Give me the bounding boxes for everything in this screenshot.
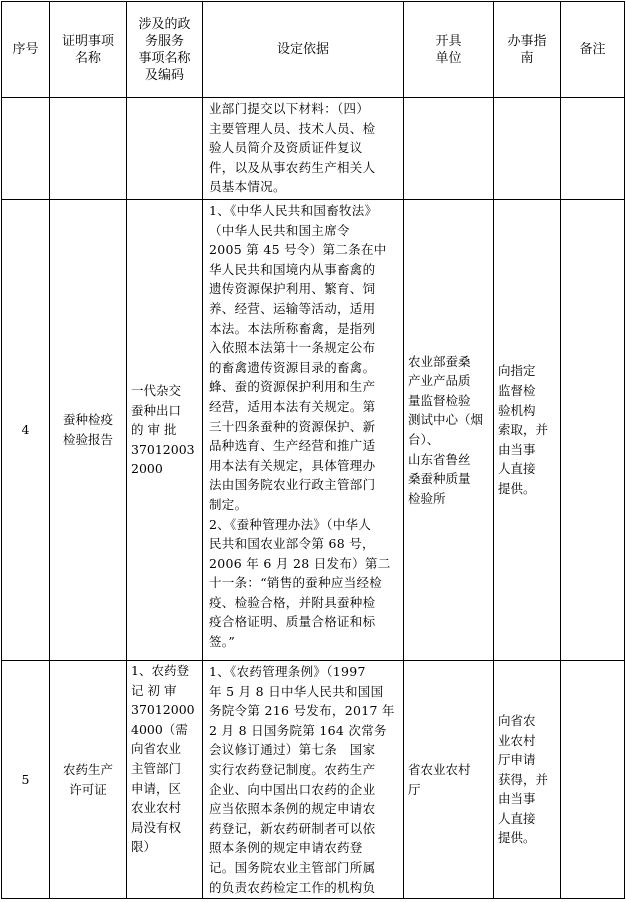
remark-cell: [561, 200, 625, 661]
cell-line: 入依照本法第十一条规定公布: [209, 340, 376, 356]
cell-line: 台）、: [408, 432, 440, 447]
guide-cell: [494, 98, 561, 200]
cell-line: 索取，并: [498, 422, 549, 438]
cell-line: 企业、向中国出口农药的企业: [209, 781, 376, 797]
cell-line: 实行农药登记制度。农药生产: [209, 761, 376, 777]
cell-line: 员基本情况。: [209, 179, 286, 195]
cell-line: 限）: [131, 839, 157, 855]
cell-line: 用本法有关规定，具体管理办: [209, 457, 376, 473]
cell-line: 的负责农药检定工作的机构负: [209, 879, 376, 895]
cell-line: 证明事项: [61, 33, 114, 49]
cell-line: 农业部蚕桑: [408, 353, 471, 369]
service-cell: [127, 661, 203, 899]
cell-line: 1、农药登: [131, 663, 189, 678]
cell-line: 业农村: [498, 732, 536, 748]
cell-line: 名称: [74, 50, 101, 66]
basis-cell: [203, 98, 404, 200]
cell-line: 单位: [435, 50, 462, 66]
cell-line: 桑蚕种质量: [408, 471, 471, 487]
cell-line: 1、《中华人民共和国畜牧法》: [209, 203, 378, 218]
cell-line: 检验报告: [62, 432, 113, 447]
cell-line: 量监督检验: [408, 392, 471, 408]
cell-line: 2、《蚕种管理办法》（中华人: [209, 516, 372, 532]
cell-line: 及编码: [144, 67, 184, 83]
table-row: [2, 98, 625, 200]
cell-line: 农业农村: [131, 800, 182, 816]
cell-line: 测试中心（烟: [408, 412, 484, 428]
cell-line: 1、《农药管理条例》（1997: [209, 664, 366, 679]
basis-cell: [203, 200, 404, 661]
cell-line: 药登记，新农药研制者可以依: [209, 820, 376, 836]
cell-line: 主管部门: [131, 760, 182, 776]
issuer-cell: [404, 98, 494, 200]
cell-line: 由当事: [498, 791, 536, 807]
header-cert-name: [50, 2, 127, 98]
cert-name-cell: [50, 98, 127, 200]
service-cell: [127, 98, 203, 200]
cell-line: 疫、检验合格，并附具蚕种检: [209, 594, 376, 610]
cert-name-cell: [50, 661, 127, 899]
cell-line: 2006 年 6 月 28 日发布）第二: [209, 555, 391, 571]
cell-line: 法由国务院农业行政主管部门: [209, 477, 376, 493]
cell-line: 农药生产: [62, 761, 113, 777]
row-no: [2, 98, 50, 200]
cell-line: 三十四条蚕种的资源保护、新: [209, 418, 376, 434]
cell-line: 2000: [131, 461, 163, 477]
cell-line: 省农业农村: [408, 761, 471, 777]
issuer-cell: [404, 200, 494, 661]
cell-line: 一代杂交: [131, 383, 182, 399]
cell-line: 局没有权: [131, 819, 182, 835]
cell-line: 应当依照本条例的规定申请农: [209, 801, 376, 817]
cell-line: 验人员简介及资质证件复议: [209, 140, 363, 156]
cell-line: 监督检: [498, 383, 536, 399]
cell-line: 验机构: [498, 402, 536, 418]
guide-cell: [494, 661, 561, 899]
cell-line: （中华人民共和国主席令: [209, 222, 350, 238]
cell-line: 获得，并: [498, 771, 549, 787]
guide-cell: [494, 200, 561, 661]
cell-line: 民共和国农业部令第 68 号，: [209, 536, 375, 552]
cell-line: 经营，适用本法有关规定。第: [209, 398, 376, 414]
cell-line: 品种选育、生产经营和推广适: [209, 438, 376, 454]
header-basis: 设定依据: [203, 2, 404, 98]
cell-line: 蜂、蚕的资源保护利用和生产: [209, 379, 376, 395]
cell-line: 务服务: [144, 33, 184, 49]
row-no: 5: [2, 661, 50, 899]
header-remark: 备注: [561, 2, 625, 98]
cell-line: 十一条：“销售的蚕种应当经检: [209, 575, 383, 591]
cell-line: 4000（需: [131, 721, 188, 737]
row-no: 4: [2, 200, 50, 661]
header-no: 序号: [2, 2, 50, 98]
cell-line: 人直接: [498, 461, 536, 477]
cell-line: 37012003: [131, 441, 195, 457]
cell-line: 制定。: [209, 496, 248, 512]
cell-line: 厅申请: [498, 752, 536, 768]
cell-line: 的畜禽遗传资源目录的畜禽。: [209, 359, 376, 375]
cell-line: 厅: [408, 781, 421, 797]
cell-line: 许可证: [69, 781, 107, 797]
cell-line: 提供。: [498, 830, 536, 846]
cell-line: 向省农业: [131, 741, 182, 757]
cell-line: 疫合格证明、质量合格证和标: [209, 614, 376, 630]
cell-line: 养、经营、运输等活动，适用: [209, 300, 376, 316]
cell-line: 向指定: [498, 363, 536, 379]
cell-line: 遗传资源保护利用、繁育、饲: [209, 281, 376, 297]
header-row: [2, 2, 625, 98]
cell-line: 主要管理人员、技术人员、检: [209, 120, 376, 136]
cell-line: 照本条例的规定申请农药登: [209, 840, 363, 856]
header-guide: [494, 2, 561, 98]
cell-line: 山东省鲁丝: [408, 451, 471, 467]
cell-line: 南: [520, 50, 534, 66]
service-cell: [127, 200, 203, 661]
cell-line: 向省农: [498, 712, 536, 728]
issuer-cell: [404, 661, 494, 899]
cell-line: 检验所: [408, 490, 446, 506]
cell-line: 2 月 8 日国务院第 164 次常务: [209, 722, 387, 738]
cell-line: 开具: [435, 33, 462, 49]
basis-cell: [203, 661, 404, 899]
cell-line: 2005 第 45 号令）第二条在中: [209, 242, 387, 258]
remark-cell: [561, 98, 625, 200]
remark-cell: [561, 661, 625, 899]
certificate-table: [1, 1, 625, 899]
cell-line: 由当事: [498, 441, 536, 457]
cell-line: 本法。本法所称畜禽，是指列: [209, 320, 376, 336]
cell-line: 人直接: [498, 810, 536, 826]
cell-line: 37012000: [131, 702, 195, 718]
cell-line: 件，以及从事农药生产相关人: [209, 159, 376, 175]
cell-line: 事项名称: [138, 50, 191, 66]
cell-line: 记 初 审: [131, 682, 177, 698]
cell-line: 办事指: [507, 33, 547, 49]
header-service: [127, 2, 203, 98]
cell-line: 业部门提交以下材料：（四）: [209, 101, 370, 116]
cell-line: 会议修订通过）第七条 国家: [209, 742, 376, 758]
cell-line: 务院令第 216 号发布，2017 年: [209, 703, 395, 719]
cell-line: 华人民共和国境内从事畜禽的: [209, 261, 376, 277]
cell-line: 涉及的政: [138, 16, 191, 32]
cell-line: 签。”: [209, 634, 236, 650]
table-row: [2, 200, 625, 661]
header-issuer: [404, 2, 494, 98]
cell-line: 申请，区: [131, 780, 182, 796]
cert-name-cell: [50, 200, 127, 661]
cell-line: 的 审 批: [131, 422, 177, 438]
cell-line: 年 5 月 8 日中华人民共和国国: [209, 683, 384, 699]
cell-line: 蚕种出口: [131, 402, 182, 418]
cell-line: 记。国务院农业主管部门所属: [209, 859, 376, 875]
cell-line: 蚕种检疫: [62, 412, 113, 428]
table-row: [2, 661, 625, 899]
cell-line: 提供。: [498, 480, 536, 496]
cell-line: 产业产品质: [408, 373, 471, 389]
